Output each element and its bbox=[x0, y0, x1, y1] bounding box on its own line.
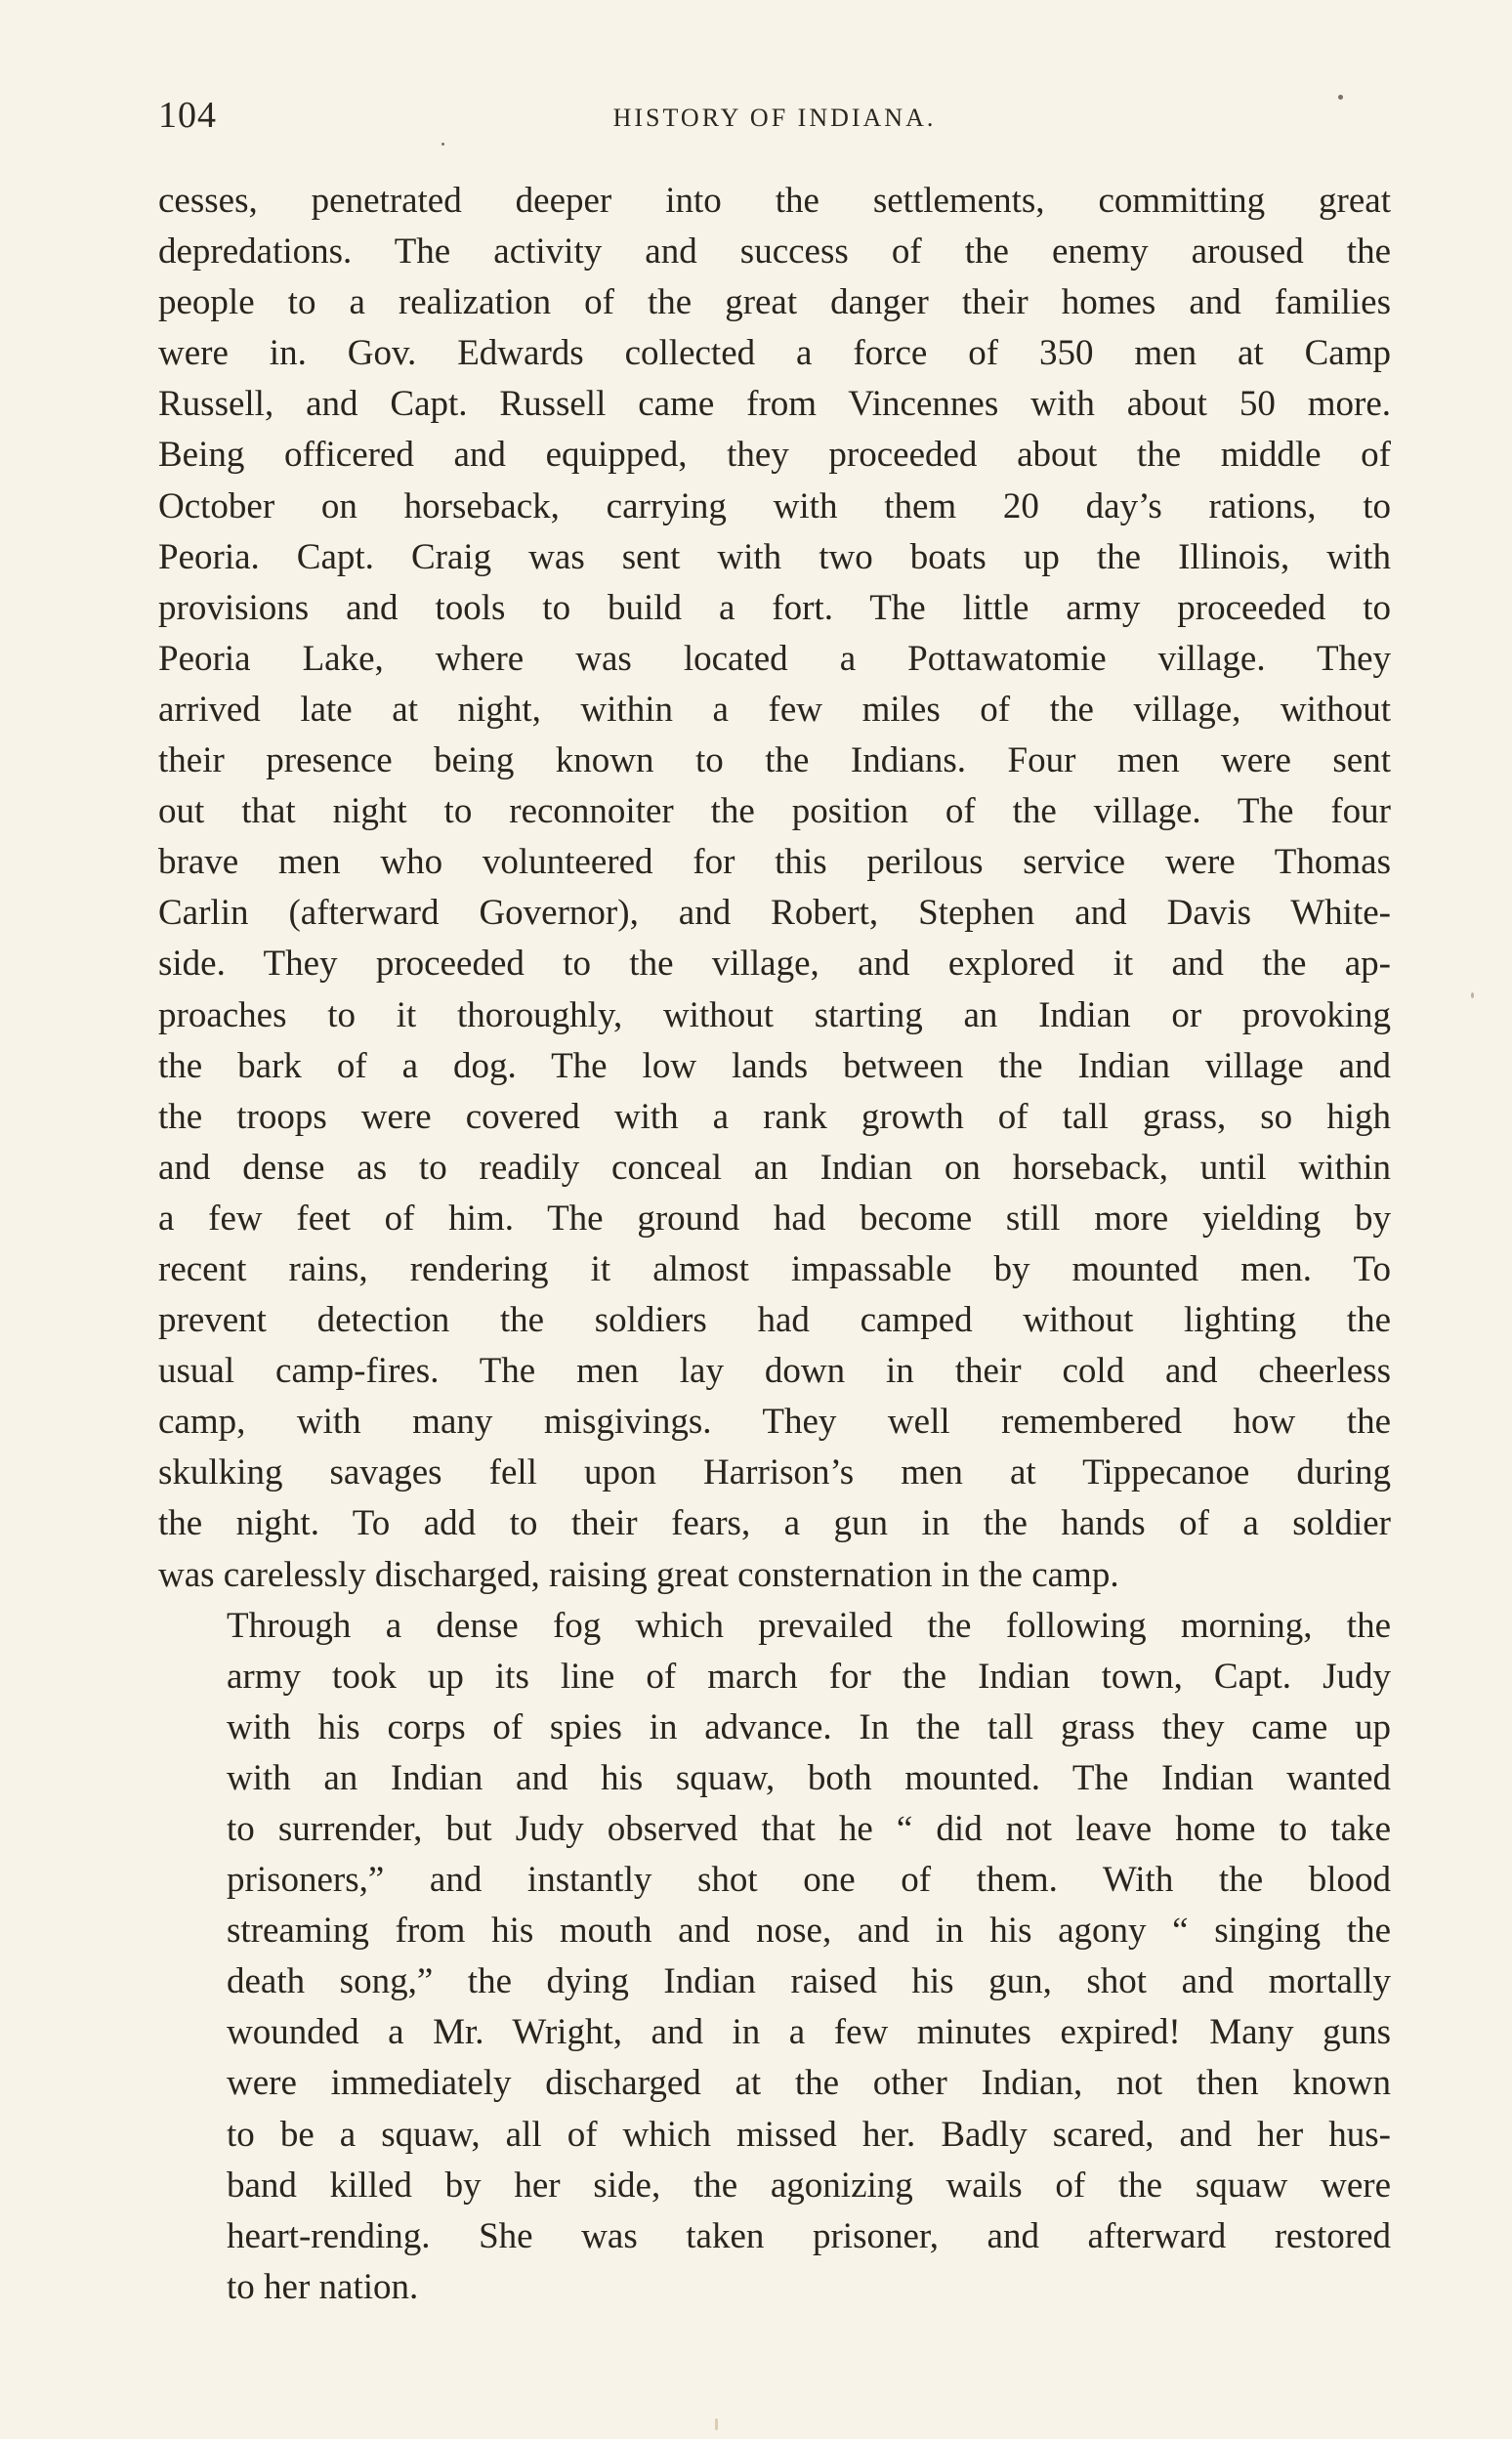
paragraph bbox=[158, 1601, 1391, 2313]
text-line: arrived late at night, within a few miles of the village, without bbox=[158, 689, 1391, 730]
text-line: out that night to reconnoiter the position of the village. The four bbox=[158, 791, 1391, 832]
text-line: were immediately discharged at the other Indian, not then known bbox=[227, 2063, 1391, 2104]
text-line: depredations. The activity and success of the enemy aroused the bbox=[158, 231, 1391, 273]
text-line: was carelessly discharged, raising great consternation in the camp. bbox=[158, 1554, 1119, 1595]
text-line: with his corps of spies in advance. In the tall grass they came up bbox=[227, 1706, 1391, 1747]
text-line: wounded a Mr. Wright, and in a few minutes expired! Many guns bbox=[227, 2012, 1391, 2053]
text-line: Being officered and equipped, they proceeded about the middle of bbox=[158, 435, 1391, 476]
text-line: October on horseback, carrying with them 20 day’s rations, to bbox=[158, 485, 1391, 526]
text-line: proaches to it thoroughly, without starting an Indian or provoking bbox=[158, 994, 1391, 1035]
text-line: to her nation. bbox=[227, 2266, 419, 2307]
text-line: the night. To add to their fears, a gun in the hands of a soldier bbox=[158, 1503, 1391, 1544]
text-line: streaming from his mouth and nose, and in his agony “ singing the bbox=[227, 1911, 1391, 1952]
running-head: HISTORY OF INDIANA. bbox=[612, 104, 937, 132]
text-line: their presence being known to the Indians. Four men were sent bbox=[158, 740, 1391, 781]
text-line: brave men who volunteered for this perilous service were Thomas bbox=[158, 842, 1391, 883]
text-line: skulking savages fell upon Harrison’s men at Tippecanoe during bbox=[158, 1452, 1391, 1493]
text-line: prisoners,” and instantly shot one of them. With the blood bbox=[227, 1860, 1391, 1901]
text-line: usual camp-fires. The men lay down in their cold and cheerless bbox=[158, 1351, 1391, 1392]
page-header bbox=[158, 94, 1391, 152]
text-line: heart-rending. She was taken prisoner, and afterward restored bbox=[227, 2215, 1391, 2256]
text-line: the troops were covered with a rank growth of tall grass, so high bbox=[158, 1096, 1391, 1137]
text-line: Russell, and Capt. Russell came from Vincennes with about 50 more. bbox=[158, 384, 1391, 425]
text-line: the bark of a dog. The low lands between the Indian village and bbox=[158, 1045, 1391, 1086]
paper-speck bbox=[1471, 992, 1474, 998]
text-line: a few feet of him. The ground had become still more yielding by bbox=[158, 1198, 1391, 1239]
text-line: camp, with many misgivings. They well remembered how the bbox=[158, 1402, 1391, 1443]
body-text bbox=[158, 176, 1391, 2313]
paper-speck bbox=[1338, 95, 1343, 100]
text-line: recent rains, rendering it almost impassable by mounted men. To bbox=[158, 1248, 1391, 1289]
page-number: 104 bbox=[158, 95, 217, 136]
paper-speck bbox=[441, 143, 444, 146]
text-line: Carlin (afterward Governor), and Robert, Stephen and Davis White- bbox=[158, 893, 1391, 934]
text-line: to surrender, but Judy observed that he “ did not leave home to take bbox=[227, 1809, 1391, 1849]
text-line: people to a realization of the great danger their homes and families bbox=[158, 282, 1391, 323]
text-line: band killed by her side, the agonizing wails of the squaw were bbox=[227, 2165, 1391, 2206]
text-line: Peoria. Capt. Craig was sent with two boats up the Illinois, with bbox=[158, 536, 1391, 577]
text-line: with an Indian and his squaw, both mounted. The Indian wanted bbox=[227, 1757, 1391, 1798]
text-line: to be a squaw, all of which missed her. Badly scared, and her hus- bbox=[227, 2114, 1391, 2155]
text-line: and dense as to readily conceal an Indian on horseback, until within bbox=[158, 1147, 1391, 1188]
text-line: Through a dense fog which prevailed the following morning, the bbox=[227, 1605, 1391, 1646]
text-line: Peoria Lake, where was located a Pottawatomie village. They bbox=[158, 638, 1391, 679]
paper-speck bbox=[715, 2418, 718, 2430]
text-line: army took up its line of march for the Indian town, Capt. Judy bbox=[227, 1656, 1391, 1697]
paragraph bbox=[158, 176, 1391, 1601]
text-line: side. They proceeded to the village, and explored it and the ap- bbox=[158, 944, 1391, 985]
text-line: were in. Gov. Edwards collected a force of 350 men at Camp bbox=[158, 333, 1391, 374]
text-line: death song,” the dying Indian raised his gun, shot and mortally bbox=[227, 1961, 1391, 2002]
text-line: provisions and tools to build a fort. The little army proceeded to bbox=[158, 587, 1391, 628]
text-line: cesses, penetrated deeper into the settlements, committing great bbox=[158, 181, 1391, 221]
text-line: prevent detection the soldiers had camped without lighting the bbox=[158, 1300, 1391, 1341]
